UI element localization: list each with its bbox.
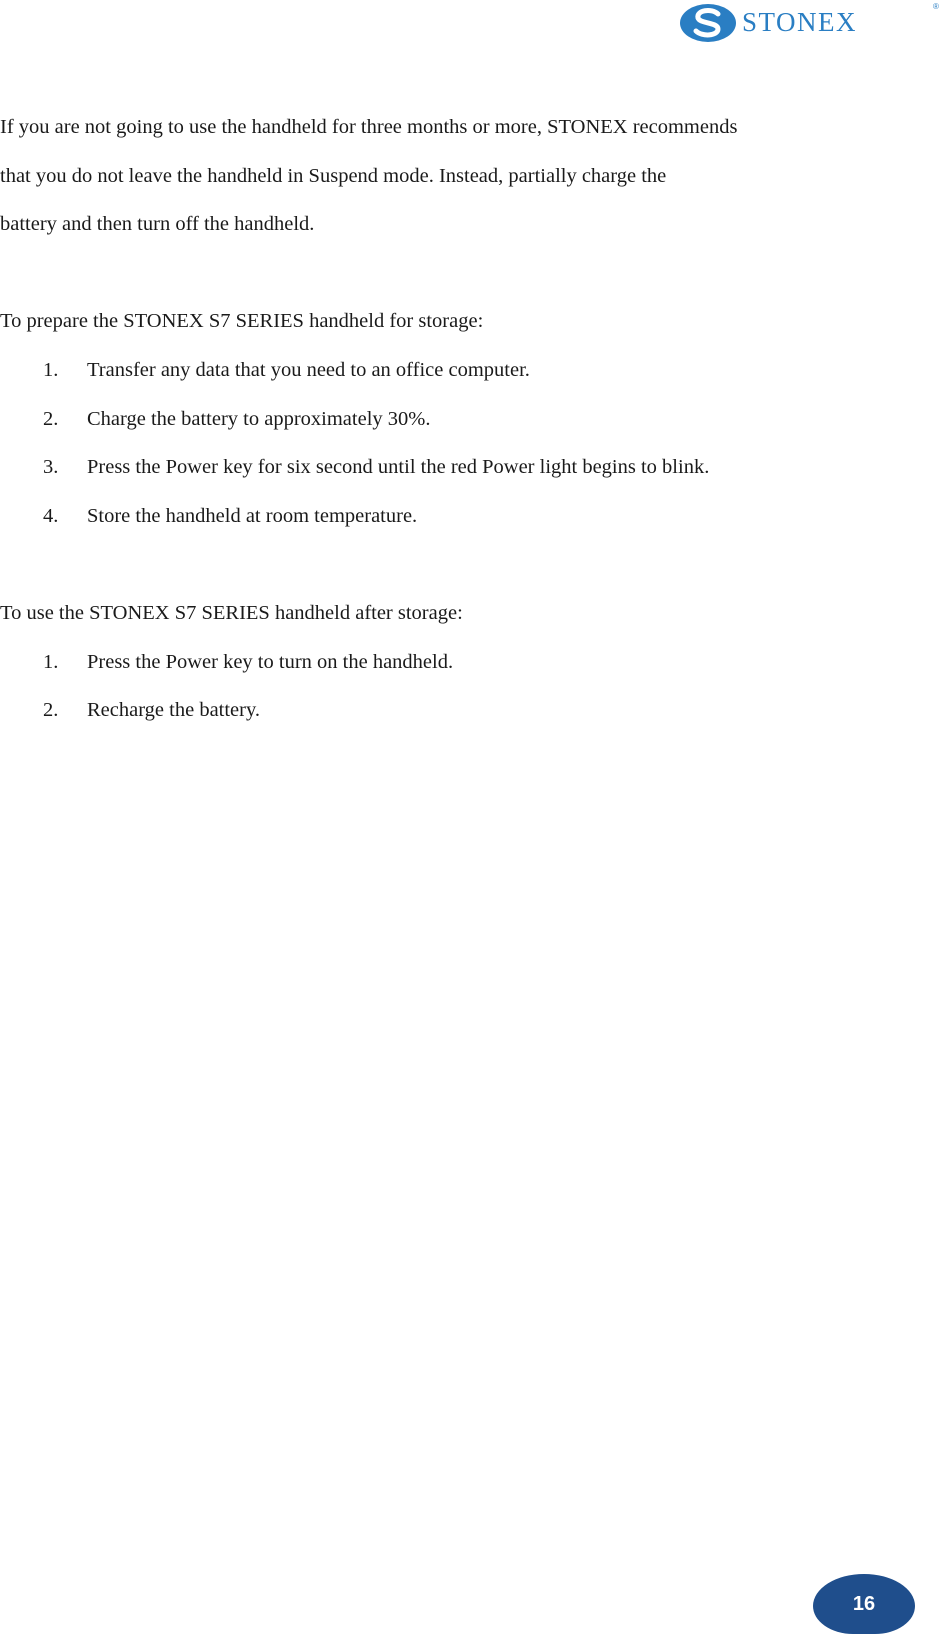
list-item xyxy=(0,686,900,735)
after-storage-heading: To use the STONEX S7 SERIES handheld after storage: xyxy=(0,601,463,624)
list-item xyxy=(0,395,900,444)
step-text: Press the Power key for six second until the red Power light begins to blink. xyxy=(87,456,710,479)
list-item xyxy=(0,638,900,687)
step-number: 3. xyxy=(43,456,59,479)
step-number: 2. xyxy=(43,407,59,430)
step-number: 2. xyxy=(43,699,59,722)
page-number: 16 xyxy=(852,1592,876,1615)
step-number: 1. xyxy=(43,358,59,381)
list-item xyxy=(0,346,900,395)
list-item xyxy=(0,443,900,492)
step-text: Recharge the battery. xyxy=(87,699,261,722)
step-number: 1. xyxy=(43,650,59,673)
intro-line: that you do not leave the handheld in Suspend mode. Instead, partially charge the xyxy=(0,164,667,187)
document-body xyxy=(0,103,900,735)
list-item xyxy=(0,492,900,541)
page-number-badge xyxy=(813,1574,915,1634)
step-text: Store the handheld at room temperature. xyxy=(87,504,418,527)
stonex-logo xyxy=(678,0,946,46)
step-text: Charge the battery to approximately 30%. xyxy=(87,407,431,430)
storage-heading: To prepare the STONEX S7 SERIES handheld for storage: xyxy=(0,310,484,333)
step-text: Transfer any data that you need to an office computer. xyxy=(87,358,530,381)
registered-mark: ® xyxy=(933,2,939,11)
after-storage-steps xyxy=(0,638,900,735)
intro-line: If you are not going to use the handheld for three months or more, STONEX recommends xyxy=(0,116,738,138)
logo-wordmark: STONEX xyxy=(742,7,858,37)
step-number: 4. xyxy=(43,504,59,527)
spacer xyxy=(0,540,900,589)
storage-steps xyxy=(0,346,900,540)
intro-paragraph xyxy=(0,103,900,249)
spacer xyxy=(0,249,900,298)
intro-line: battery and then turn off the handheld. xyxy=(0,213,315,236)
step-text: Press the Power key to turn on the handheld. xyxy=(87,650,454,673)
